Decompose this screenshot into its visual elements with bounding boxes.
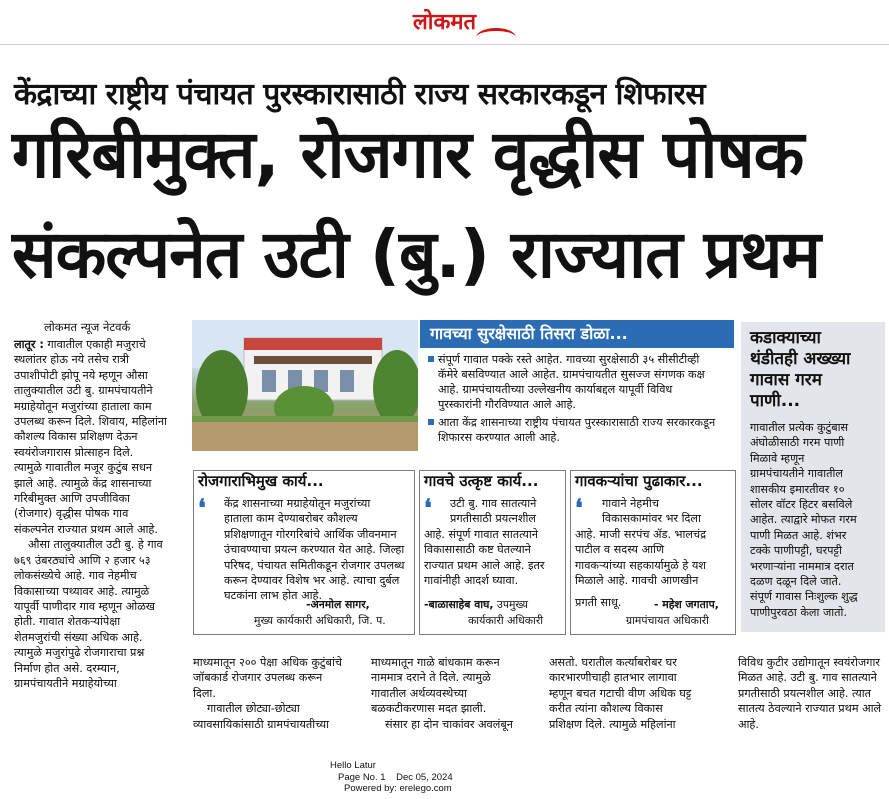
left-column-line: शेतमजुरांची संख्या अधिक आहे. bbox=[14, 630, 143, 644]
safety-bullet: संपूर्ण गावात पक्के रस्ते आहेत. गावच्या सुरक्षेसाठी ३५ सीसीटीव्ही कॅमेरे बसविण्यात आले आहेत. ग्रामपंचायतीत सुसज्ज संगणक कक्ष आहे. ग्रामपंचायतीच्या उल्लेखनीय कार्याबद्दल यापूर्वी विविध पुरस्कारांनी गौरविण्यात आले आहे. bbox=[428, 352, 732, 412]
byline: लोकमत न्यूज नेटवर्क bbox=[44, 320, 131, 334]
box-village-work-body: उटी बु. गाव सातत्याने प्रगतीसाठी प्रयत्नशील bbox=[450, 497, 537, 526]
left-column-line: त्यामुळे गावातील मजूर कुटुंब सधन bbox=[14, 461, 153, 475]
bottom-column-3: असतो. घरातील कर्त्याबरोबर घर कारभारणीचाही हातभार लागावा म्हणून बचत गटाची वीण अधिक घट्ट करीत त्यांना कौशल्य विकास प्रशिक्षण दिले. त्यामुळे महिलांना bbox=[549, 656, 692, 731]
box-employment-title: रोजगाराभिमुख कार्य... bbox=[198, 472, 324, 490]
bottom-column-1: माध्यमातून २०० पेक्षा अधिक कुटुंबांचे जॉबकार्ड रोजगार उपलब्ध करून दिला. गावातील छोट्या-छोट्या व्यावसायिकांसाठी ग्रामपंचायतीच्या bbox=[193, 656, 342, 731]
left-column-line: झाले आहे. त्यामुळे केंद्र शासनाच्या bbox=[14, 476, 152, 490]
box-villagers-initiative-body-cont: आहे. माजी सरपंच ॲड. भालचंद्र पाटील व सदस्य आणि गावकऱ्यांच्या सहकार्यामुळे हे यश मिळाले आहे. गावची आणखीन bbox=[575, 528, 707, 588]
box-village-work-signature: -बाळासाहेब वाघ, उपमुख्य bbox=[424, 598, 529, 611]
box-villagers-initiative-title: गावकऱ्यांचा पुढाकार... bbox=[575, 472, 703, 490]
box-villagers-initiative-role: ग्रामपंचायत अधिकारी bbox=[626, 614, 709, 627]
left-column-line: तालुक्यातील उटी बु. ग्रामपंचायतीने bbox=[14, 384, 153, 398]
left-column-line: स्वयंरोजगारास प्रोत्साहन दिले. bbox=[14, 445, 134, 459]
bullet-square-icon bbox=[428, 356, 434, 362]
bottom-column-4: विविध कुटीर उद्योगातून स्वयंरोजगार मिळत आहे. उटी बु. गाव सातत्याने प्रगतीसाठी प्रयत्नशील आहे. त्यात सातत्य ठेवल्याने राज्यात प्रथम आले आहे. bbox=[738, 656, 882, 731]
left-column-line: लातूर : गावातील एकाही मजुराचे bbox=[14, 338, 146, 351]
left-column-line: (रोजगार) वृद्धीस पोषक गाव bbox=[14, 507, 129, 521]
left-column-line: उपलब्ध करून दिले. शिवाय, महिलांना bbox=[14, 415, 167, 429]
left-column-line: ७६९ उंबरठ्यांचे आणि २ हजार ५३ bbox=[14, 553, 151, 567]
left-column-line: मग्राहेयोतून मजुरांच्या हाताला काम bbox=[14, 399, 152, 413]
quote-mark-icon: ❛ bbox=[198, 493, 206, 522]
footer-page-number: Page No. 1 bbox=[338, 771, 386, 783]
kicker: केंद्राच्या राष्ट्रीय पंचायत पुरस्कारासाठी राज्य सरकारकडून शिफारस bbox=[14, 77, 706, 112]
left-column-line: ग्रामपंचायतीने मग्राहेयोच्या bbox=[14, 676, 117, 690]
quote-mark-icon: ❛ bbox=[575, 493, 583, 522]
dateline: लातूर : bbox=[14, 338, 44, 351]
box-villagers-initiative-last: प्रगती साधू. bbox=[575, 596, 622, 609]
box-villagers-initiative-body: गावाने नेहमीच विकासकामांवर भर दिला bbox=[602, 497, 701, 526]
left-column-line: गरिबीमुक्त आणि उपजीविका bbox=[14, 492, 130, 506]
box-employment-role: मुख्य कार्यकारी अधिकारी, जि. प. bbox=[254, 614, 386, 627]
left-column-line: संकल्पनेत राज्यात प्रथम आले आहे. bbox=[14, 522, 158, 536]
footer-powered-by: Powered by: erelego.com bbox=[344, 783, 452, 794]
box-employment-body: केंद्र शासनाच्या मग्राहेयोतून मजुरांच्या हाताला काम देण्याबरोबर कौशल्य प्रशिक्षणातून गोरगरिबांचे आर्थिक जीवनमान उंचावण्याचा प्रयत्न करण्यात येत आहे. जिल्हा परिषद, पंचायत समितीकडून रोजगार उपलब्ध करून देण्यावर विशेष भर आहे. त्याचा दुर्बल घटकांना लाभ होत आहे. bbox=[224, 497, 405, 603]
left-column-line: विकासाच्या पथ्यावर आहे. त्यामुळे bbox=[14, 584, 150, 598]
footer-edition: Hello Latur bbox=[330, 760, 376, 771]
page-footer bbox=[330, 760, 530, 795]
bottom-column-2: माध्यमातून गाळे बांधकाम करून नाममात्र दराने ते दिले. त्यामुळे गावातील अर्थव्यवस्थेच्या बळकटीकरणास मदत झाली. संसार हा दोन चाकांवर अवलंबून bbox=[371, 656, 513, 731]
safety-bullet: आता केंद्र शासनाच्या राष्ट्रीय पंचायत पुरस्कारासाठी राज्य सरकारकडून शिफारस करण्यात आली आहे. bbox=[428, 415, 732, 445]
left-column-line: औसा तालुक्यातील उटी बु. हे गाव bbox=[28, 538, 163, 552]
left-column-line: लोकसंख्येचे आहे. गाव नेहमीच bbox=[14, 569, 137, 583]
building-illustration bbox=[192, 320, 418, 451]
box-village-work-title: गावचे उत्कृष्ट कार्य... bbox=[424, 472, 539, 490]
gram-panchayat-photo bbox=[192, 320, 418, 451]
left-column-line: कौशल्य विकास प्रशिक्षण देऊन bbox=[14, 430, 138, 444]
headline-line-1: गरिबीमुक्त, रोजगार वृद्धीस पोषक bbox=[12, 116, 804, 193]
sidebar-body: गावातील प्रत्येक कुटुंबास अंघोळीसाठी गरम पाणी मिळावे म्हणून ग्रामपंचायतीने गावातील शासकीय इमारतीवर १० सोलर वॉटर हिटर बसविले आहेत. त्याद्वारे मोफत गरम पाणी मिळत आहे. शंभर टक्के पाणीपट्टी, घरपट्टी भरणाऱ्यांना नाममात्र दरात दळण दळून दिले जाते. संपूर्ण गावास निःशुल्क शुद्ध पाणीपुरवठा केला जातो. bbox=[750, 421, 858, 619]
sidebar-title: कडाक्याच्या थंडीतही अख्ख्या गावास गरम पाणी... bbox=[750, 328, 851, 411]
bullet-square-icon bbox=[428, 419, 434, 425]
box-villagers-initiative-signature: - महेश जगताप, bbox=[654, 598, 719, 611]
safety-box-body bbox=[428, 352, 732, 445]
left-column-line: त्यामुळे मजुरांपुढे रोजगाराचा प्रश्न bbox=[14, 646, 145, 660]
left-column-line: निर्माण होत असे. दरम्यान, bbox=[14, 661, 120, 675]
box-village-work-body-cont: आहे. संपूर्ण गावात सातत्याने विकासासाठी कष्ट घेतल्याने राज्यात प्रथम आले आहे. इतर गावांनीही आदर्श घ्यावा. bbox=[424, 528, 545, 588]
quote-mark-icon: ❛ bbox=[424, 493, 432, 522]
masthead-logo: लोकमत bbox=[412, 9, 477, 35]
left-column bbox=[14, 337, 184, 691]
left-column-line: यापूर्वी पाणीदार गाव म्हणून ओळख bbox=[14, 599, 155, 613]
masthead-divider bbox=[0, 44, 889, 45]
left-column-line: उपाशीपोटी झोपू नये म्हणून औसा bbox=[14, 368, 148, 382]
left-column-line: स्थलांतर होऊ नये तसेच रात्री bbox=[14, 353, 129, 367]
footer-date: Dec 05, 2024 bbox=[396, 771, 453, 783]
headline-line-2: संकल्पनेत उटी (बु.) राज्यात प्रथम bbox=[12, 216, 820, 293]
safety-box-title: गावच्या सुरक्षेसाठी तिसरा डोळा... bbox=[420, 320, 734, 348]
box-employment-signature: -अनमोल सागर, bbox=[306, 598, 370, 611]
left-column-line: होती. गावात शेतकऱ्यांपेक्षा bbox=[14, 615, 121, 629]
box-village-work-role: कार्यकारी अधिकारी bbox=[468, 614, 544, 627]
